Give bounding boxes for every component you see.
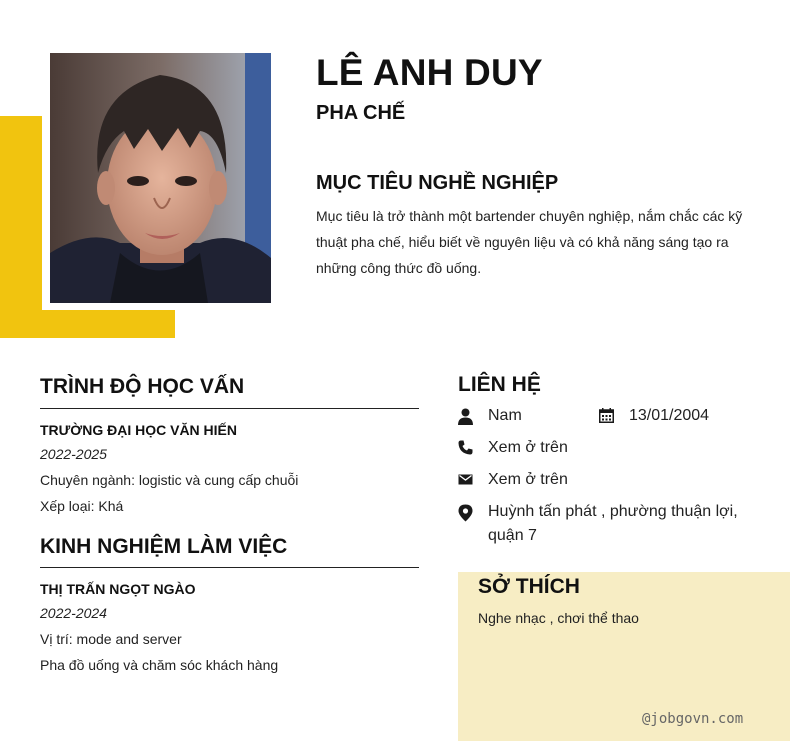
contact-address [458, 500, 748, 548]
address-value: Huỳnh tấn phát , phường thuận lợi, quận 7 [488, 503, 738, 544]
location-pin-icon [458, 504, 473, 522]
contact-phone [458, 436, 568, 460]
hobbies-heading: SỞ THÍCH [478, 575, 580, 598]
education-major: Chuyên ngành: logistic và cung cấp chuỗi [40, 472, 299, 488]
portrait-image [50, 53, 271, 303]
contact-heading: LIÊN HỆ [458, 373, 541, 396]
experience-period: 2022-2024 [40, 605, 107, 621]
experience-entry [40, 580, 419, 674]
phone-icon [458, 440, 473, 455]
profile-photo [50, 53, 271, 303]
person-icon [458, 408, 473, 425]
objective-text: Mục tiêu là trở thành một bartender chuyên nghiệp, nắm chắc các kỹ thuật pha chế, hiểu biết về nguyên liệu và có khả năng sáng tạo ra những công thức đồ uống. [316, 208, 743, 276]
education-grade: Xếp loại: Khá [40, 498, 124, 514]
job-title: PHA CHẾ [316, 102, 406, 124]
school-name: TRƯỜNG ĐẠI HỌC VĂN HIẾN [40, 422, 238, 438]
hobbies-text: Nghe nhạc , chơi thể thao [478, 610, 639, 626]
experience-heading: KINH NGHIỆM LÀM VIỆC [40, 535, 288, 558]
watermark: @jobgovn.com [642, 711, 744, 727]
gender-value: Nam [488, 407, 522, 424]
candidate-name: LÊ ANH DUY [316, 52, 543, 93]
experience-position: Vị trí: mode and server [40, 631, 182, 647]
education-period: 2022-2025 [40, 446, 107, 462]
objective-heading: MỤC TIÊU NGHỀ NGHIỆP [316, 172, 559, 194]
mail-icon [458, 472, 473, 487]
phone-value: Xem ở trên [488, 439, 568, 456]
hobbies-panel [458, 572, 790, 741]
experience-divider [40, 567, 419, 568]
calendar-icon [599, 408, 614, 423]
education-divider [40, 408, 419, 409]
contact-birthday [599, 404, 709, 428]
birthday-value: 13/01/2004 [629, 407, 710, 424]
experience-duty: Pha đồ uống và chăm sóc khách hàng [40, 657, 279, 673]
education-entry [40, 421, 419, 515]
contact-email [458, 468, 568, 492]
contact-gender [458, 404, 522, 428]
company-name: THỊ TRẤN NGỌT NGÀO [40, 581, 196, 597]
education-heading: TRÌNH ĐỘ HỌC VẤN [40, 375, 245, 398]
email-value: Xem ở trên [488, 471, 568, 488]
